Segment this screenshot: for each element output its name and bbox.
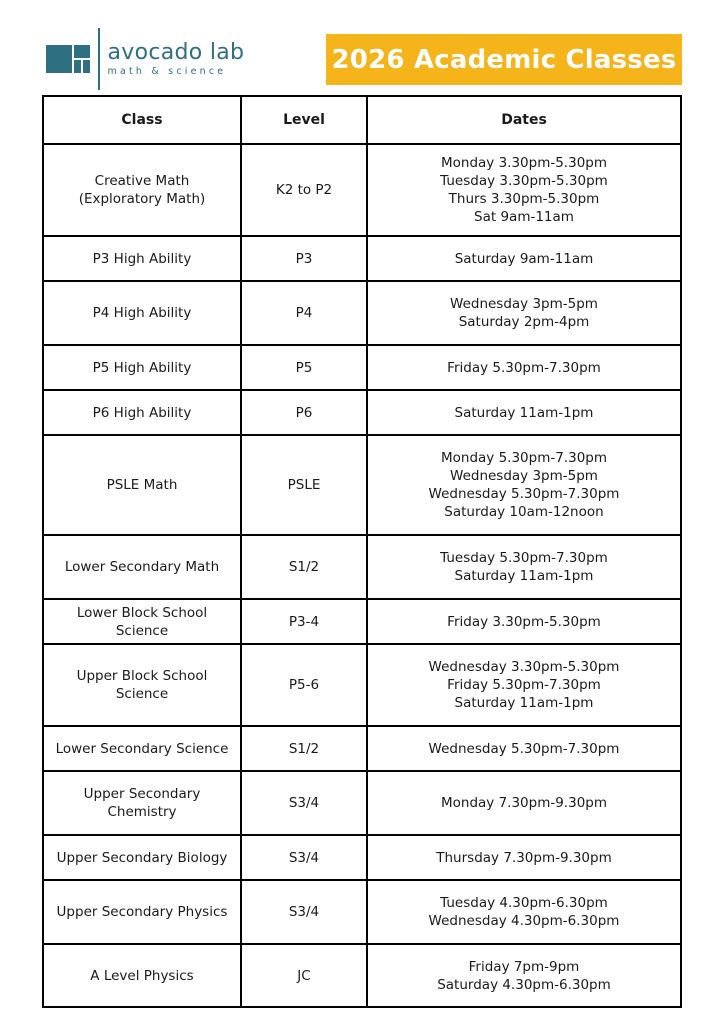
class-name-cell: A Level Physics (43, 944, 241, 1007)
class-name-cell: Lower Secondary Math (43, 535, 241, 599)
class-name-cell: PSLE Math (43, 435, 241, 535)
date-line: Thurs 3.30pm-5.30pm (448, 191, 600, 207)
table-row (43, 535, 681, 599)
class-name-cell: Lower Block School Science (43, 599, 241, 644)
date-line: Saturday 2pm-4pm (458, 314, 590, 330)
table-row (43, 144, 681, 236)
dates-cell (367, 880, 681, 944)
level-cell: PSLE (241, 435, 367, 535)
date-line: Saturday 11am-1pm (454, 404, 594, 421)
table-row (43, 726, 681, 771)
logo-grid-icon (46, 45, 90, 73)
dates-cell (367, 345, 681, 390)
date-line: Monday 3.30pm-5.30pm (440, 155, 607, 171)
date-line: Tuesday 3.30pm-5.30pm (440, 173, 608, 189)
dates-cell (367, 390, 681, 435)
dates-cell (367, 281, 681, 345)
dates-cell (367, 144, 681, 236)
date-line: Friday 7pm-9pm (468, 958, 580, 975)
table-row (43, 880, 681, 944)
page-title: 2026 Academic Classes (326, 34, 682, 85)
date-line: Saturday 4.30pm-6.30pm (437, 976, 611, 993)
class-name-cell: P4 High Ability (43, 281, 241, 345)
date-line: Saturday 11am-1pm (454, 695, 594, 711)
dates-cell (367, 236, 681, 281)
class-name-cell: Creative Math (Exploratory Math) (43, 144, 241, 236)
brand-logo (46, 28, 244, 90)
table-row (43, 345, 681, 390)
table-row (43, 835, 681, 880)
logo-text (108, 41, 245, 78)
dates-cell (367, 771, 681, 835)
level-cell: P4 (241, 281, 367, 345)
class-name-cell: P3 High Ability (43, 236, 241, 281)
class-name-cell: P5 High Ability (43, 345, 241, 390)
class-name-cell: Lower Secondary Science (43, 726, 241, 771)
date-line: Tuesday 4.30pm-6.30pm (440, 895, 608, 911)
header-level: Level (241, 96, 367, 144)
header-dates: Dates (367, 96, 681, 144)
brand-tagline: math & science (107, 65, 227, 77)
date-line: Thursday 7.30pm-9.30pm (436, 849, 612, 866)
class-name-cell: Upper Block School Science (43, 644, 241, 726)
level-cell: P5 (241, 345, 367, 390)
dates-cell (367, 535, 681, 599)
table-row (43, 435, 681, 535)
date-line: Saturday 11am-1pm (454, 568, 594, 584)
level-cell: S3/4 (241, 880, 367, 944)
level-cell: S1/2 (241, 726, 367, 771)
level-cell: S1/2 (241, 535, 367, 599)
level-cell: P3-4 (241, 599, 367, 644)
dates-cell (367, 599, 681, 644)
dates-cell (367, 726, 681, 771)
dates-cell (367, 835, 681, 880)
dates-cell (367, 644, 681, 726)
class-name-cell: Upper Secondary Chemistry (43, 771, 241, 835)
level-cell: P5-6 (241, 644, 367, 726)
dates-cell (367, 944, 681, 1007)
class-schedule-table (42, 95, 682, 1008)
header-class: Class (43, 96, 241, 144)
class-name-cell: Upper Secondary Biology (43, 835, 241, 880)
level-cell: P3 (241, 236, 367, 281)
dates-cell (367, 435, 681, 535)
date-line: Wednesday 3.30pm-5.30pm (428, 659, 620, 675)
table-body (43, 144, 681, 1007)
table-row (43, 599, 681, 644)
table-row (43, 281, 681, 345)
table-row (43, 644, 681, 726)
table-row (43, 944, 681, 1007)
date-line: Friday 5.30pm-7.30pm (447, 677, 601, 693)
level-cell: S3/4 (241, 835, 367, 880)
date-line: Friday 3.30pm-5.30pm (447, 613, 601, 630)
table-row (43, 390, 681, 435)
date-line: Monday 5.30pm-7.30pm (440, 450, 607, 466)
level-cell: JC (241, 944, 367, 1007)
date-line: Friday 5.30pm-7.30pm (447, 359, 601, 376)
date-line: Wednesday 4.30pm-6.30pm (428, 913, 620, 929)
brand-name: avocado lab (107, 39, 245, 65)
class-name-cell: Upper Secondary Physics (43, 880, 241, 944)
date-line: Tuesday 5.30pm-7.30pm (440, 550, 608, 566)
table-row (43, 771, 681, 835)
level-cell: S3/4 (241, 771, 367, 835)
date-line: Saturday 9am-11am (454, 250, 594, 267)
table-header-row (43, 96, 681, 144)
date-line: Wednesday 5.30pm-7.30pm (428, 740, 620, 757)
date-line: Wednesday 3pm-5pm (450, 468, 598, 484)
date-line: Sat 9am-11am (474, 209, 574, 225)
date-line: Wednesday 5.30pm-7.30pm (428, 486, 620, 502)
level-cell: K2 to P2 (241, 144, 367, 236)
level-cell: P6 (241, 390, 367, 435)
table-row (43, 236, 681, 281)
date-line: Wednesday 3pm-5pm (450, 296, 598, 312)
class-name-cell: P6 High Ability (43, 390, 241, 435)
date-line: Saturday 10am-12noon (444, 504, 604, 520)
date-line: Monday 7.30pm-9.30pm (440, 795, 607, 811)
logo-divider (98, 28, 100, 90)
